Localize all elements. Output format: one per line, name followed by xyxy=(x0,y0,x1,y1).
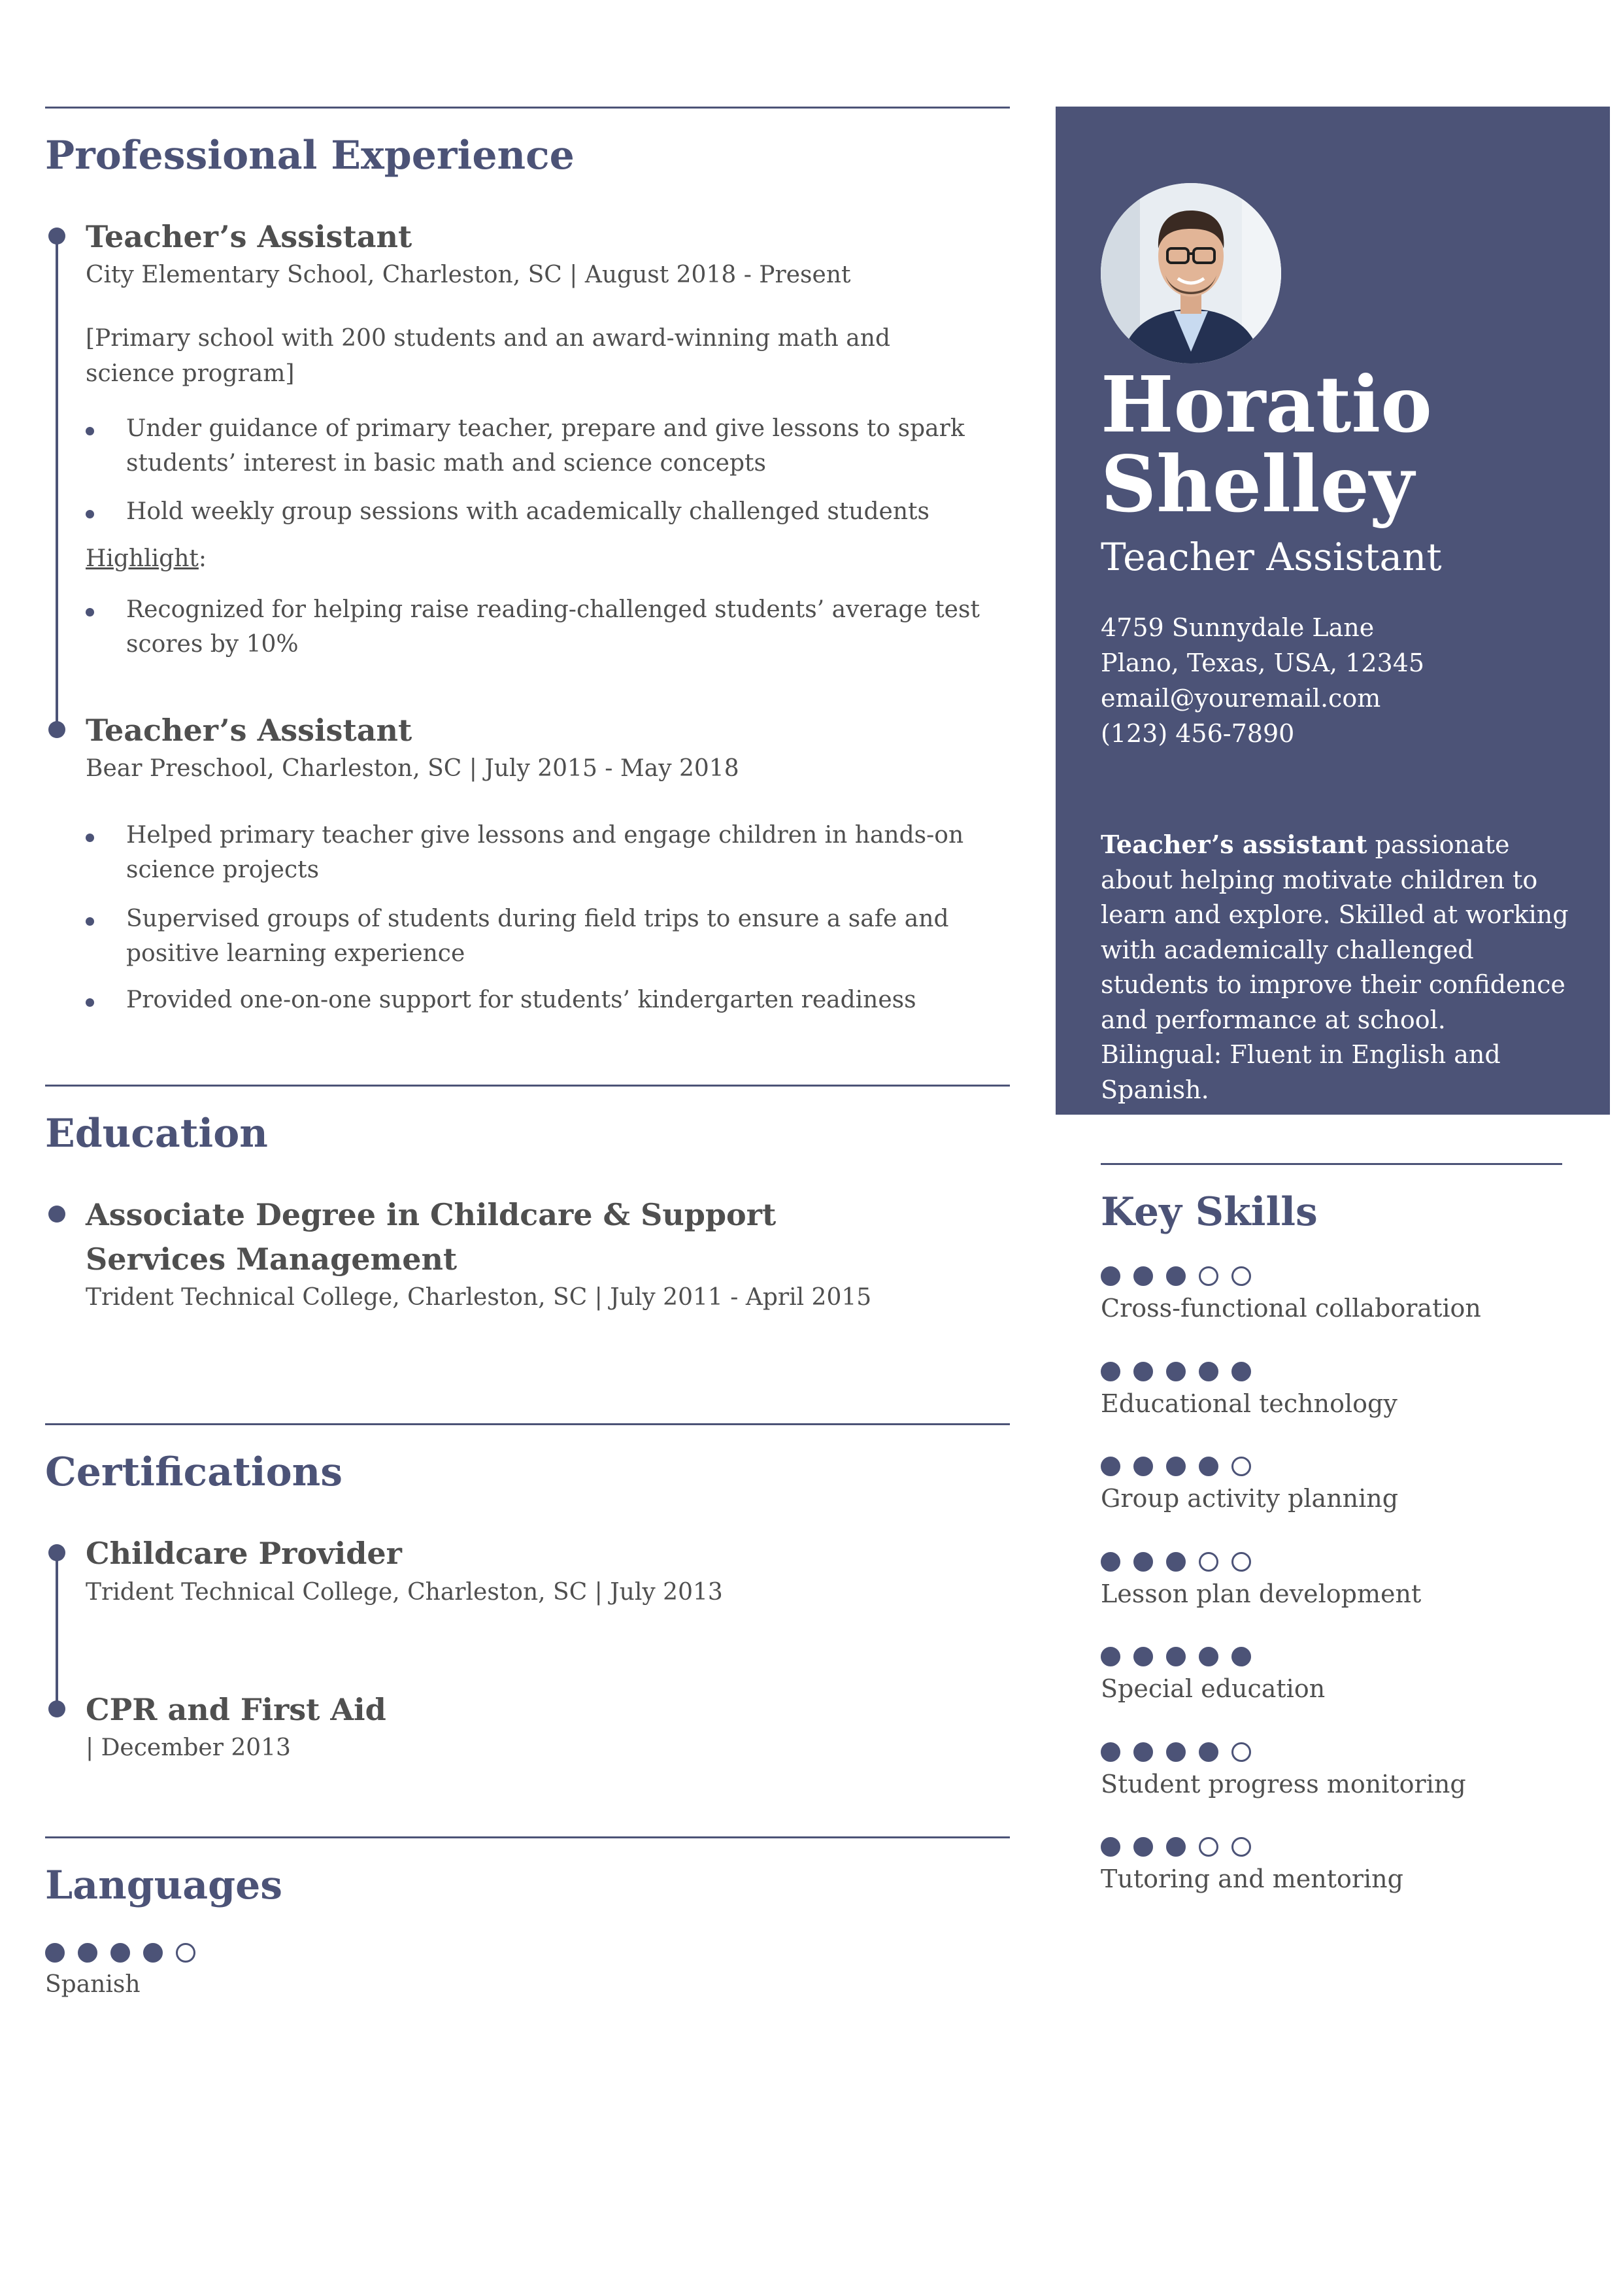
section-divider xyxy=(45,107,1010,109)
job-title: Teacher’s Assistant xyxy=(86,713,412,748)
section-divider xyxy=(45,1836,1010,1838)
skill-rating xyxy=(1101,1457,1264,1479)
rating-dot-filled xyxy=(1133,1647,1153,1666)
rating-dot-filled xyxy=(1133,1266,1153,1286)
bullet-dot xyxy=(86,834,94,842)
rating-dot-filled xyxy=(1133,1742,1153,1762)
rating-dot-filled xyxy=(1166,1837,1186,1857)
rating-dot-filled xyxy=(1199,1362,1218,1381)
rating-dot-filled xyxy=(143,1943,163,1963)
skill-name: Lesson plan development xyxy=(1101,1579,1422,1608)
language-name: Spanish xyxy=(45,1971,141,1998)
rating-dot-empty xyxy=(1199,1552,1218,1572)
school-subtitle: Trident Technical College, Charleston, SC | July 2011 - April 2015 xyxy=(86,1284,872,1311)
job-subtitle: City Elementary School, Charleston, SC | August 2018 - Present xyxy=(86,262,851,288)
phone-text: (123) 456-7890 xyxy=(1101,719,1295,748)
degree-title: Associate Degree in Childcare & Support Services Management xyxy=(86,1197,777,1277)
skills-heading: Key Skills xyxy=(1101,1189,1318,1235)
timeline-line xyxy=(56,1556,58,1710)
skill-name: Student progress monitoring xyxy=(1101,1769,1466,1798)
last-name: Shelley xyxy=(1101,439,1414,530)
rating-dot-empty xyxy=(176,1943,195,1963)
skill-name: Group activity planning xyxy=(1101,1484,1399,1513)
address-line: 4759 Sunnydale Lane xyxy=(1101,613,1375,642)
bullet-dot xyxy=(86,427,94,435)
rating-dot-filled xyxy=(1166,1552,1186,1572)
bullet-text: Helped primary teacher give lessons and engage children in hands-on science projects xyxy=(126,822,964,883)
skill-name: Educational technology xyxy=(1101,1389,1397,1418)
summary-bold: Teacher’s assistant xyxy=(1101,830,1367,859)
rating-dot-empty xyxy=(1199,1266,1218,1286)
job-title-heading: Teacher Assistant xyxy=(1101,535,1442,579)
experience-section xyxy=(45,107,1010,178)
bullet-dot xyxy=(86,998,94,1007)
section-divider xyxy=(45,1423,1010,1425)
profile-panel xyxy=(1056,107,1610,1115)
skill-name: Special education xyxy=(1101,1674,1326,1703)
job-description: [Primary school with 200 students and an award-winning math and science program] xyxy=(86,325,890,387)
rating-dot-filled xyxy=(1199,1647,1218,1666)
languages-heading: Languages xyxy=(45,1863,283,1908)
certification-subtitle: | December 2013 xyxy=(86,1734,291,1761)
skill-rating xyxy=(1101,1837,1264,1859)
experience-heading: Professional Experience xyxy=(45,133,575,178)
rating-dot-filled xyxy=(1101,1362,1120,1381)
job-subtitle: Bear Preschool, Charleston, SC | July 2015 - May 2018 xyxy=(86,755,739,782)
bullet-text: Provided one-on-one support for students’ kindergarten readiness xyxy=(126,987,916,1013)
rating-dot-filled xyxy=(1166,1362,1186,1381)
bullet-dot xyxy=(86,510,94,518)
skill-rating xyxy=(1101,1362,1264,1384)
timeline-dot xyxy=(48,721,65,738)
bullet-dot xyxy=(86,917,94,926)
rating-dot-filled xyxy=(1199,1457,1218,1476)
language-rating xyxy=(45,1943,209,1965)
section-divider xyxy=(1101,1163,1562,1165)
rating-dot-filled xyxy=(1101,1457,1120,1476)
skill-rating xyxy=(1101,1552,1264,1574)
rating-dot-filled xyxy=(1101,1647,1120,1666)
languages-section xyxy=(45,1836,1010,1908)
rating-dot-filled xyxy=(110,1943,130,1963)
rating-dot-filled xyxy=(1101,1552,1120,1572)
job-title: Teacher’s Assistant xyxy=(86,219,412,254)
rating-dot-filled xyxy=(1166,1457,1186,1476)
certification-name: CPR and First Aid xyxy=(86,1692,386,1727)
skill-rating xyxy=(1101,1742,1264,1764)
profile-summary xyxy=(1101,827,1571,1107)
timeline-dot xyxy=(48,228,65,245)
education-heading: Education xyxy=(45,1111,268,1156)
email-text: email@youremail.com xyxy=(1101,684,1381,713)
timeline-dot xyxy=(48,1544,65,1561)
bullet-text: Hold weekly group sessions with academically challenged students xyxy=(126,498,929,525)
rating-dot-filled xyxy=(1231,1647,1251,1666)
certifications-section xyxy=(45,1423,1010,1495)
timeline-dot xyxy=(48,1206,65,1223)
rating-dot-empty xyxy=(1231,1552,1251,1572)
skill-name: Tutoring and mentoring xyxy=(1101,1865,1403,1893)
bullet-text: Under guidance of primary teacher, prepare and give lessons to spark students’ interest in basic math and science concepts xyxy=(126,415,965,477)
person-photo-icon xyxy=(1101,183,1281,363)
rating-dot-filled xyxy=(1101,1742,1120,1762)
skill-name: Cross-functional collaboration xyxy=(1101,1294,1481,1323)
rating-dot-filled xyxy=(1133,1837,1153,1857)
rating-dot-empty xyxy=(1231,1457,1251,1476)
rating-dot-filled xyxy=(1166,1742,1186,1762)
rating-dot-empty xyxy=(1199,1837,1218,1857)
rating-dot-filled xyxy=(78,1943,97,1963)
rating-dot-filled xyxy=(1133,1552,1153,1572)
bullet-text: Recognized for helping raise reading-challenged students’ average test scores by 10% xyxy=(126,596,980,658)
rating-dot-filled xyxy=(1133,1457,1153,1476)
rating-dot-filled xyxy=(1101,1266,1120,1286)
rating-dot-filled xyxy=(1166,1647,1186,1666)
first-name: Horatio xyxy=(1101,359,1432,450)
timeline-dot xyxy=(48,1700,65,1717)
rating-dot-empty xyxy=(1231,1837,1251,1857)
highlight-label: Highlight: xyxy=(86,545,207,572)
certification-name: Childcare Provider xyxy=(86,1536,402,1571)
education-section xyxy=(45,1085,1010,1156)
bullet-text: Supervised groups of students during field trips to ensure a safe and positive learning experience xyxy=(126,905,949,967)
skills-section xyxy=(1101,1163,1562,1235)
rating-dot-filled xyxy=(1231,1362,1251,1381)
rating-dot-filled xyxy=(1101,1837,1120,1857)
certifications-heading: Certifications xyxy=(45,1449,343,1495)
rating-dot-empty xyxy=(1231,1742,1251,1762)
section-divider xyxy=(45,1085,1010,1087)
rating-dot-filled xyxy=(1199,1742,1218,1762)
bullet-dot xyxy=(86,608,94,616)
rating-dot-filled xyxy=(1166,1266,1186,1286)
certification-subtitle: Trident Technical College, Charleston, SC | July 2013 xyxy=(86,1579,723,1606)
skill-rating xyxy=(1101,1647,1264,1669)
rating-dot-empty xyxy=(1231,1266,1251,1286)
candidate-name xyxy=(1101,359,1432,530)
contact-info xyxy=(1101,610,1424,751)
summary-text: passionate about helping motivate children to learn and explore. Skilled at working with academically challenged students to improve their confidence and performance at school. Bilingual: Fluent in English and Spanish. xyxy=(1101,830,1569,1104)
rating-dot-filled xyxy=(1133,1362,1153,1381)
skill-rating xyxy=(1101,1266,1264,1289)
address-line: Plano, Texas, USA, 12345 xyxy=(1101,649,1425,677)
timeline-line xyxy=(56,239,58,735)
rating-dot-filled xyxy=(45,1943,65,1963)
